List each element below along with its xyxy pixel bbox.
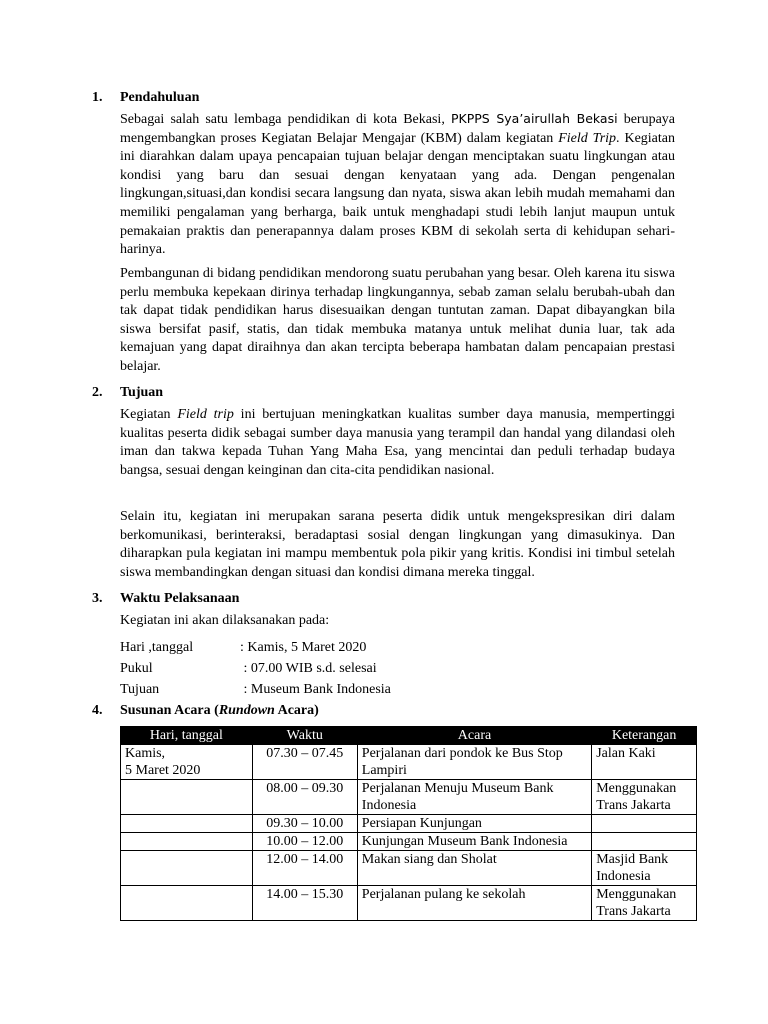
schedule-row — [120, 679, 391, 700]
section-heading-4 — [92, 702, 319, 720]
paragraph-goal-2: Selain itu, kegiatan ini merupakan sarana peserta didik untuk mengekspresikan diri dalam berkomunikasi, berinteraksi, beradaptasi sosial dengan lingkungan yang dimasukinya. Dan diharapkan pula kegiatan ini mampu membentuk pola pikir yang kritis. Kondisi ini timbul setelah siswa membandingkan dengan situasi dan kondisi dimana mereka tinggal. — [120, 509, 675, 580]
cell-hari-line: 5 Maret 2020 — [125, 763, 201, 778]
schedule-key: Hari ,tanggal — [120, 640, 194, 655]
section-number: 4. — [92, 703, 103, 718]
cell-hari — [121, 833, 253, 851]
section-number: 1. — [92, 90, 103, 105]
cell-hari — [121, 886, 253, 921]
schedule-value: : 07.00 WIB s.d. selesai — [240, 661, 377, 676]
table-header-row — [121, 727, 697, 745]
cell-keterangan: Jalan Kaki — [592, 745, 697, 780]
cell-waktu: 09.30 – 10.00 — [252, 815, 357, 833]
italic-term: Field trip — [177, 407, 234, 422]
schedule-key: Tujuan — [120, 682, 160, 697]
cell-waktu: 12.00 – 14.00 — [252, 851, 357, 886]
cell-keterangan: Masjid Bank Indonesia — [592, 851, 697, 886]
cell-waktu: 14.00 – 15.30 — [252, 886, 357, 921]
paragraph-intro-1 — [120, 110, 675, 260]
section-title: Waktu Pelaksanaan — [120, 591, 240, 606]
section-heading-1 — [92, 89, 199, 107]
cell-acara: Kunjungan Museum Bank Indonesia — [357, 833, 591, 851]
table-row — [121, 833, 697, 851]
section-title: Pendahuluan — [120, 90, 200, 105]
section-heading-2 — [92, 384, 163, 402]
text-run: ini bertujuan meningkatkan kualitas sumber daya manusia, mempertinggi kualitas peserta didik sebagai sumber daya manusia yang terampil dan handal yang dilandasi oleh iman dan takwa kepada Tuhan Yang Maha Esa, yang mencintai dan peduli terhadap budaya bangsa, sesuai dengan keinginan dan cita-cita pendidikan nasional. — [120, 407, 676, 478]
cell-waktu: 08.00 – 09.30 — [252, 780, 357, 815]
table-row — [121, 886, 697, 921]
schedule-value: : Museum Bank Indonesia — [240, 682, 391, 697]
cell-acara: Persiapan Kunjungan — [357, 815, 591, 833]
paragraph-intro-2: Pembangunan di bidang pendidikan mendorong suatu perubahan yang besar. Oleh karena itu siswa perlu membuka kepekaan dirinya terhadap lingkungannya, sebab zaman selalu berubah-ubah dan tak dapat tidak pendidikan harus disesuaikan dengan tuntutan zaman. Dapat dibayangkan bila siswa bersifat pasif, statis, dan tidak membuka matanya untuk melihat dunia luar, tak ada kemajuan yang dapat diraihnya dan akan tercipta beberapa hambatan dalam pencapaian prestasi belajar. — [120, 266, 675, 374]
text-run: Sebagai salah satu lembaga pendidikan di kota Bekasi, — [120, 112, 451, 127]
cell-keterangan: Menggunakan Trans Jakarta — [592, 886, 697, 921]
cell-keterangan — [592, 833, 697, 851]
table-row — [121, 851, 697, 886]
cell-acara: Makan siang dan Sholat — [357, 851, 591, 886]
cell-waktu: 10.00 – 12.00 — [252, 833, 357, 851]
cell-keterangan: Menggunakan Trans Jakarta — [592, 780, 697, 815]
cell-hari — [121, 851, 253, 886]
text-run: Kegiatan — [120, 407, 178, 422]
header-keterangan: Keterangan — [592, 727, 697, 745]
schedule-row — [120, 658, 391, 679]
section-title-italic: Rundown — [218, 703, 275, 718]
section-title: Tujuan — [120, 385, 164, 400]
cell-hari — [121, 780, 253, 815]
section-number: 2. — [92, 385, 103, 400]
rundown-table — [120, 726, 697, 921]
text-run: berupaya mengembangkan proses Kegiatan Belajar Mengajar (KBM) dalam kegiatan — [120, 112, 676, 146]
section-number: 3. — [92, 591, 103, 606]
header-hari: Hari, tanggal — [121, 727, 253, 745]
schedule-list — [120, 637, 391, 700]
table-row — [121, 745, 697, 780]
cell-hari-line: Kamis, — [125, 746, 166, 761]
cell-waktu: 07.30 – 07.45 — [252, 745, 357, 780]
table-row — [121, 815, 697, 833]
section-heading-3 — [92, 590, 239, 608]
cell-acara: Perjalanan pulang ke sekolah — [357, 886, 591, 921]
schedule-value: : Kamis, 5 Maret 2020 — [240, 640, 367, 655]
schedule-row — [120, 637, 391, 658]
cell-acara: Perjalanan dari pondok ke Bus Stop Lampiri — [357, 745, 591, 780]
school-name: PKPPS Sya’airullah Bekasi — [450, 111, 618, 126]
section-title: Susunan Acara ( — [120, 703, 219, 718]
schedule-intro: Kegiatan ini akan dilaksanakan pada: — [120, 613, 330, 628]
cell-hari — [121, 745, 253, 780]
header-waktu: Waktu — [252, 727, 357, 745]
cell-hari — [121, 815, 253, 833]
schedule-key: Pukul — [120, 661, 153, 676]
cell-acara: Perjalanan Menuju Museum Bank Indonesia — [357, 780, 591, 815]
cell-keterangan — [592, 815, 697, 833]
header-acara: Acara — [357, 727, 591, 745]
paragraph-goal-1 — [120, 406, 675, 480]
text-run: . Kegiatan ini diarahkan dalam upaya pencapaian tujuan belajar dengan menciptakan suatu lingkungan atau kondisi yang baru dan sesuai dengan kenyataan yang ada. Dengan pengenalan lingkungan,situasi,dan kondisi secara langsung dan nyata, siswa akan lebih mudah memahami dan memiliki pengalaman yang berharga, baik untuk menghadapi studi lebih lanjut maupun untuk pemakaian praktis dan penerapannya dalam proses KBM di sekolah serta di kehidupan sehari-harinya. — [120, 130, 675, 258]
italic-term: Field Trip — [558, 130, 617, 146]
section-title: Acara) — [274, 703, 319, 718]
table-row — [121, 780, 697, 815]
